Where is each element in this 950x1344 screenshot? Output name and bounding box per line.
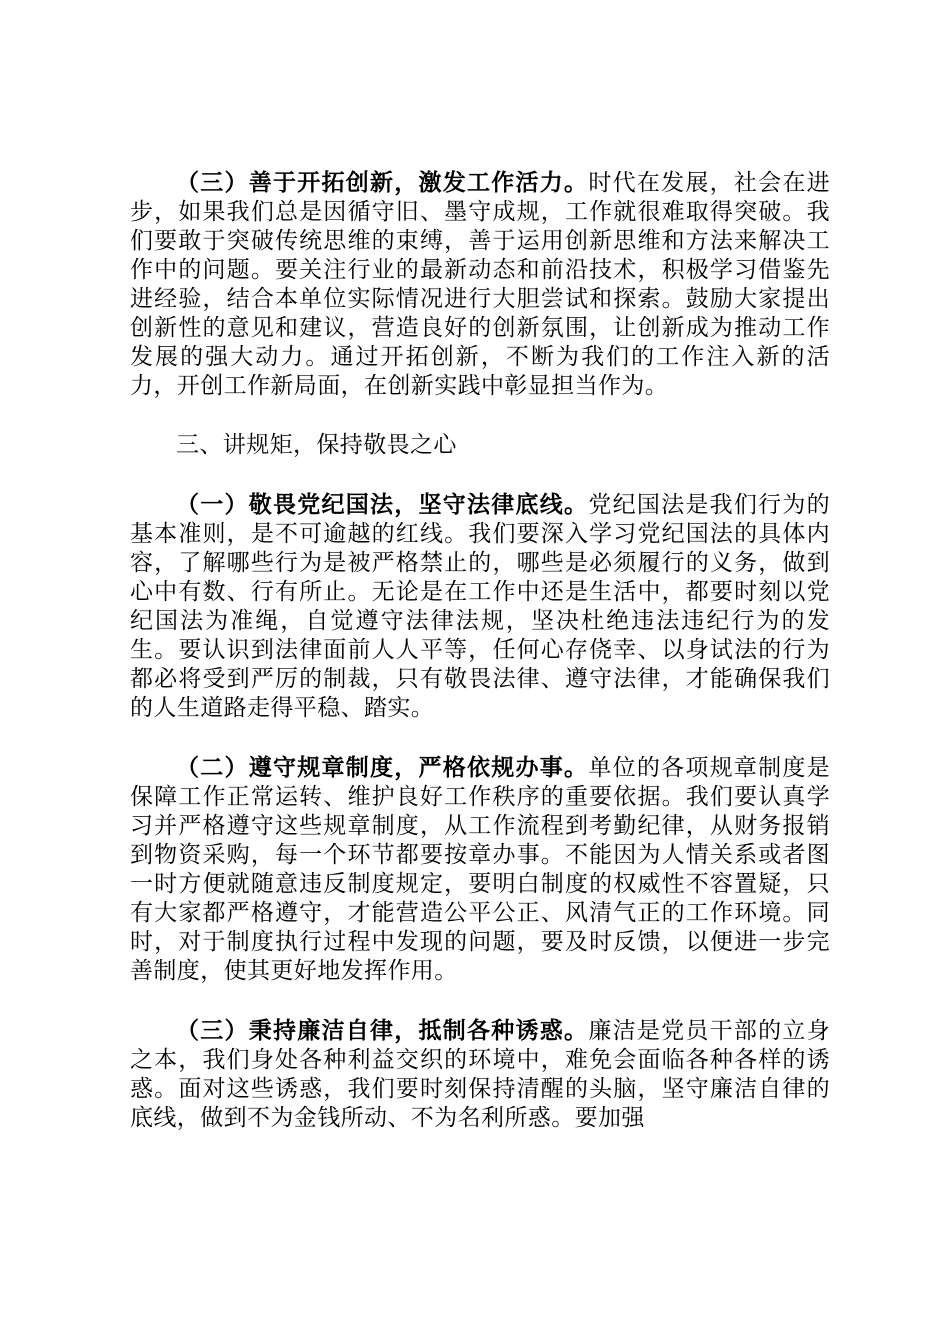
paragraph-lead: （一）敬畏党纪国法，坚守法律底线。 (176, 491, 589, 518)
paragraph-lead: （二）遵守规章制度，严格依规办事。 (176, 754, 589, 781)
paragraph-spacer (130, 401, 830, 431)
paragraph-law (130, 490, 830, 723)
paragraph-text: 时代在发展，社会在进步，如果我们总是因循守旧、墨守成规，工作就很难取得突破。我们要敢于突破传统思维的束缚，善于运用创新思维和方法来解决工作中的问题。要关注行业的最新动态和前沿技术，积极学习借鉴先进经验，结合本单位实际情况进行大胆尝试和探索。鼓励大家提出创新性的意见和建议，营造良好的创新氛围，让创新成为推动工作发展的强大动力。通过开拓创新，不断为我们的工作注入新的活力，开创工作新局面，在创新实践中彰显担当作为。 (130, 170, 830, 399)
paragraph-lead: （三）善于开拓创新，激发工作活力。 (176, 169, 589, 196)
paragraph-text: 党纪国法是我们行为的基本准则，是不可逾越的红线。我们要深入学习党纪国法的具体内容，了解哪些行为是被严格禁止的，哪些是必须履行的义务，做到心中有数、行有所止。无论是在工作中还是生活中，都要时刻以党纪国法为准绳，自觉遵守法律法规，坚决杜绝违法违纪行为的发生。要认识到法律面前人人平等，任何心存侥幸、以身试法的行为都必将受到严厉的制裁，只有敬畏法律、遵守法律，才能确保我们的人生道路走得平稳、踏实。 (130, 492, 830, 721)
document-body (130, 168, 830, 1133)
paragraph-text: 廉洁是党员干部的立身之本，我们身处各种利益交织的环境中，难免会面临各种各样的诱惑。面对这些诱惑，我们要时刻保持清醒的头脑，坚守廉洁自律的底线，做到不为金钱所动、不为名利所惑。要加强 (130, 1018, 830, 1131)
paragraph-innovation (130, 168, 830, 401)
paragraph-text: 单位的各项规章制度是保障工作正常运转、维护良好工作秩序的重要依据。我们要认真学习并严格遵守这些规章制度，从工作流程到考勤纪律，从财务报销到物资采购，每一个环节都要按章办事。不能因为人情关系或者图一时方便就随意违反制度规定，要明白制度的权威性不容置疑，只有大家都严格遵守，才能营造公平公正、风清气正的工作环境。同时，对于制度执行过程中发现的问题，要及时反馈，以便进一步完善制度，使其更好地发挥作用。 (130, 755, 830, 984)
paragraph-spacer (130, 723, 830, 753)
paragraph-lead: （三）秉持廉洁自律，抵制各种诱惑。 (176, 1017, 589, 1044)
paragraph-integrity (130, 1016, 830, 1133)
section-heading: 三、讲规矩，保持敬畏之心 (176, 432, 457, 458)
paragraph-spacer (130, 460, 830, 490)
paragraph-spacer (130, 986, 830, 1016)
paragraph-rules (130, 753, 830, 986)
